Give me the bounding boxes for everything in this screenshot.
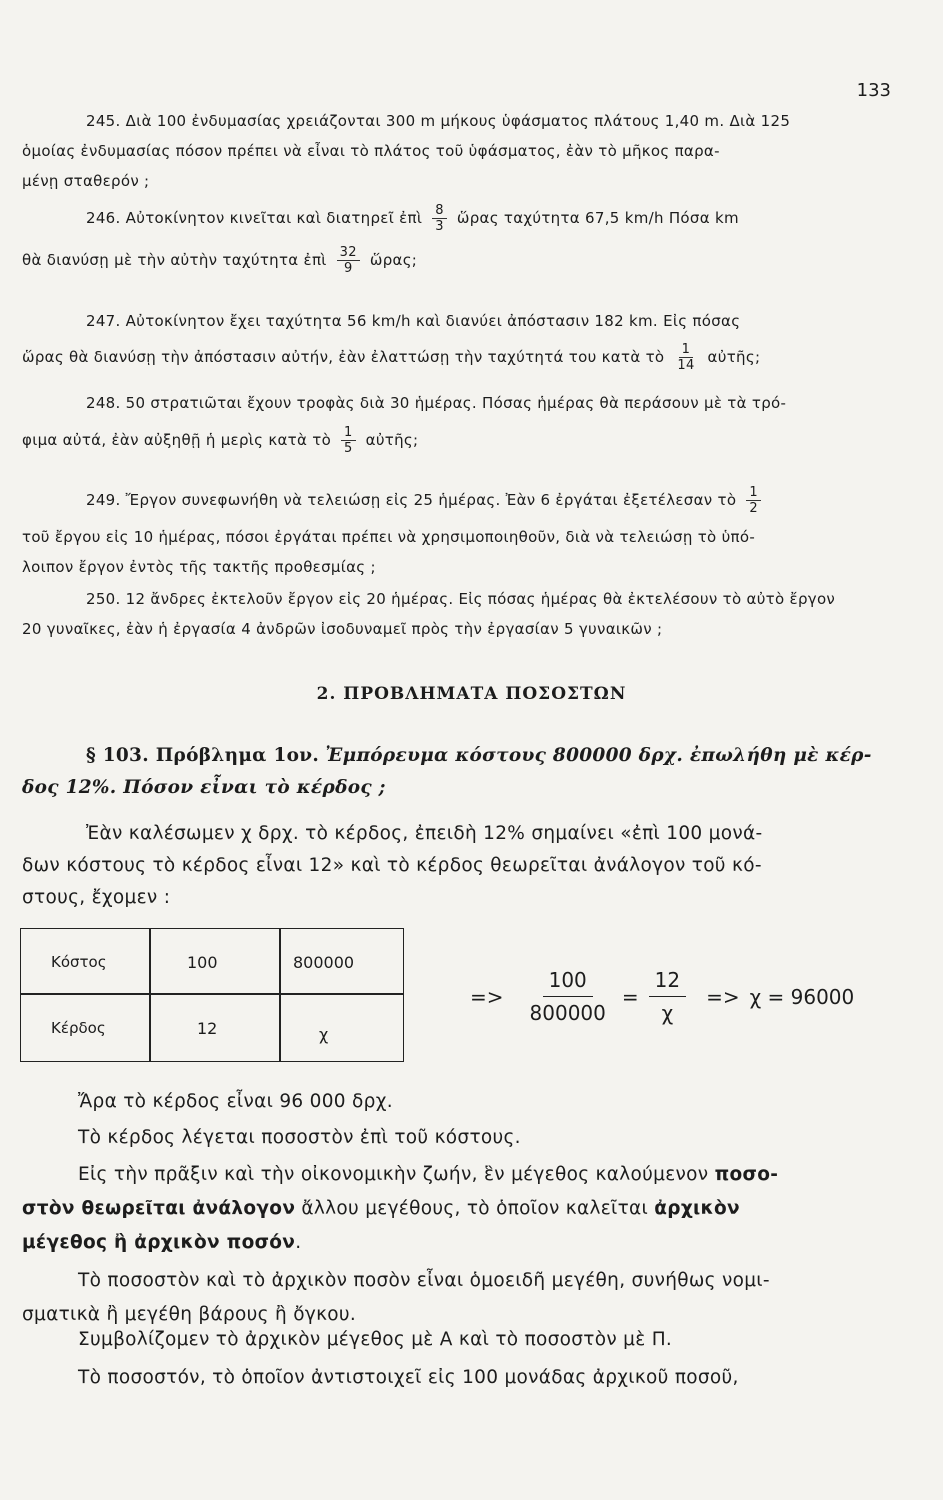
fraction-numerator: 8 xyxy=(432,203,447,219)
table-cell: χ xyxy=(319,1025,329,1044)
definition-line-3 xyxy=(22,1226,882,1260)
exercise-248-text-b: αὐτῆς; xyxy=(365,431,419,449)
exercise-245-line-3: μένῃ σταθερόν ; xyxy=(22,172,150,190)
symbols-text: Συμβολίζομεν τὸ ἀρχικὸν μέγεθος μὲ Α καὶ τὸ ποσοστὸν μὲ Π. xyxy=(78,1329,673,1350)
exercise-249 xyxy=(22,478,887,582)
page-number: 133 xyxy=(856,80,891,101)
problem-title xyxy=(22,740,882,804)
solution-intro-line-2: δων κόστους τὸ κέρδος εἶναι 12» καὶ τὸ κέρδος θεωρεῖται ἀνάλογον τοῦ κό- xyxy=(22,855,762,876)
exercise-247-text-b: αὐτῆς; xyxy=(707,348,761,366)
implies-arrow: => xyxy=(706,984,740,1009)
table-divider xyxy=(279,929,281,1061)
fraction-1-5 xyxy=(341,425,356,456)
fraction-100-800000 xyxy=(524,968,612,1025)
exercise-245-line-2: ὁμοίας ἐνδυμασίας πόσον πρέπει νὰ εἶναι τὸ πλάτος τοῦ ὑφάσματος, ἐὰν τὸ μῆκος παρα- xyxy=(22,142,720,160)
cost-percentage-line xyxy=(22,1122,882,1154)
table-cell: 800000 xyxy=(293,953,355,972)
table-divider xyxy=(149,929,151,1061)
homogeneous-paragraph xyxy=(22,1264,882,1332)
exercise-247 xyxy=(22,306,887,378)
section-heading: 2. ΠΡΟΒΛΗΜΑΤΑ ΠΟΣΟΣΤΩΝ xyxy=(316,684,627,704)
exercise-249-text-a: 249. Ἔργον συνεφωνήθη νὰ τελειώσῃ εἰς 25 ἡμέρας. Ἐὰν 6 ἐργάται ἐξετέλεσαν τὸ xyxy=(86,491,737,509)
implies-arrow: => xyxy=(470,984,504,1009)
exercise-247-text-a: ὥρας θὰ διανύσῃ τὴν ἀπόστασιν αὐτήν, ἐὰν ἐλαττώσῃ τὴν ταχύτητά του κατὰ τὸ xyxy=(22,348,665,366)
fraction-numerator: 1 xyxy=(341,425,356,441)
exercise-248-text-a: φιμα αὐτά, ἐὰν αὐξηθῇ ἡ μερὶς κατὰ τὸ xyxy=(22,431,332,449)
exercise-246-text-c: θὰ διανύσῃ μὲ τὴν αὐτὴν ταχύτητα ἐπὶ xyxy=(22,251,327,269)
exercise-247-line-1: 247. Αὐτοκίνητον ἔχει ταχύτητα 56 km/h καὶ διανύει ἀπόστασιν 182 km. Εἰς πόσας xyxy=(86,312,741,330)
table-cell: 12 xyxy=(197,1019,218,1038)
exercise-250 xyxy=(22,584,887,644)
term-initial: ἀρχικὸν xyxy=(654,1198,740,1219)
fraction-numerator: 12 xyxy=(649,968,686,997)
fraction-32-9 xyxy=(337,245,360,276)
proportion-equation xyxy=(470,968,854,1025)
fraction-denominator: 2 xyxy=(749,500,758,516)
symbols-line xyxy=(22,1324,882,1356)
exercise-249-line-1 xyxy=(22,478,887,522)
fraction-numerator: 100 xyxy=(543,968,593,997)
definition-line-1 xyxy=(22,1158,882,1192)
equals-sign: = xyxy=(621,984,639,1009)
exercise-248 xyxy=(22,388,887,462)
fraction-numerator: 1 xyxy=(746,485,761,501)
last-text: Τὸ ποσοστόν, τὸ ὁποῖον ἀντιστοιχεῖ εἰς 100 μονάδας ἀρχικοῦ ποσοῦ, xyxy=(78,1367,739,1388)
exercise-246-text-b: ὥρας ταχύτητα 67,5 km/h Πόσα km xyxy=(456,209,739,227)
exercise-249-line-2: τοῦ ἔργου εἰς 10 ἡμέρας, πόσοι ἐργάται πρέπει νὰ χρησιμοποιηθοῦν, διὰ νὰ τελειώσῃ τὸ ὑπό- xyxy=(22,528,756,546)
table-cell: 100 xyxy=(187,953,218,972)
term-percentage: ποσο- xyxy=(714,1164,779,1185)
exercise-250-line-1: 250. 12 ἄνδρες ἐκτελοῦν ἔργον εἰς 20 ἡμέρας. Εἰς πόσας ἡμέρας θὰ ἐκτελέσουν τὸ αὐτὸ ἔργον xyxy=(86,590,836,608)
problem-title-line-2 xyxy=(22,772,882,804)
term-initial-quantity: μέγεθος ἢ ἀρχικὸν ποσόν xyxy=(22,1232,296,1253)
exercise-247-line-2 xyxy=(22,336,887,378)
exercise-246-text-a: 246. Αὐτοκίνητον κινεῖται καὶ διατηρεῖ ἐπὶ xyxy=(86,209,423,227)
exercise-245 xyxy=(22,106,887,196)
exercise-250-line-2: 20 γυναῖκες, ἐὰν ἡ ἐργασία 4 ἀνδρῶν ἰσοδυναμεῖ πρὸς τὴν ἐργασίαν 5 γυναικῶν ; xyxy=(22,620,663,638)
exercise-245-line-1: 245. Διὰ 100 ἐνδυμασίας χρειάζονται 300 m μήκους ὑφάσματος πλάτους 1,40 m. Διὰ 125 xyxy=(86,112,791,130)
fraction-numerator: 1 xyxy=(679,342,694,358)
fraction-1-14 xyxy=(674,342,697,373)
exercise-246-line-2 xyxy=(22,238,887,282)
exercise-246-text-d: ὥρας; xyxy=(369,251,418,269)
fraction-denominator: 9 xyxy=(343,260,353,276)
term-proportional: στὸν θεωρεῖται ἀνάλογον xyxy=(22,1198,296,1219)
exercise-248-line-1: 248. 50 στρατιῶται ἔχουν τροφὰς διὰ 30 ἡμέρας. Πόσας ἡμέρας θὰ περάσουν μὲ τὰ τρό- xyxy=(86,394,787,412)
exercise-248-line-2 xyxy=(22,418,887,462)
fraction-denominator: χ xyxy=(661,1001,674,1025)
exercise-249-line-3: λοιπον ἔργον ἐντὸς τῆς τακτῆς προθεσμίας ; xyxy=(22,558,376,576)
fraction-numerator: 32 xyxy=(337,245,360,261)
problem-statement-2: δος 12%. Πόσον εἶναι τὸ κέρδος ; xyxy=(22,777,386,798)
definition-line-2 xyxy=(22,1192,882,1226)
problem-statement-1: Ἐμπόρευμα κόστους 800000 δρχ. ἐπωλήθη μὲ κέρ- xyxy=(325,745,872,766)
homogeneous-line-1: Τὸ ποσοστὸν καὶ τὸ ἀρχικὸν ποσὸν εἶναι ὁμοειδῆ μεγέθη, συνήθως νομι- xyxy=(78,1270,770,1291)
solution-intro xyxy=(22,818,882,914)
table-label-profit: Κέρδος xyxy=(51,1019,106,1037)
fraction-12-x xyxy=(649,968,686,1025)
fraction-1-2 xyxy=(746,485,761,516)
fraction-denominator: 800000 xyxy=(529,1001,606,1025)
definition-text: . xyxy=(295,1232,302,1253)
cost-percentage-text: Τὸ κέρδος λέγεται ποσοστὸν ἐπὶ τοῦ κόστους. xyxy=(78,1127,521,1148)
table-label-cost: Κόστος xyxy=(51,953,107,971)
solution-intro-line-1: Ἐὰν καλέσωμεν χ δρχ. τὸ κέρδος, ἐπειδὴ 12% σημαίνει «ἐπὶ 100 μονά- xyxy=(86,823,763,844)
fraction-denominator: 14 xyxy=(677,357,695,373)
fraction-8-3 xyxy=(432,203,447,234)
proportion-table xyxy=(20,928,404,1062)
table-divider xyxy=(21,993,403,995)
last-line xyxy=(22,1362,882,1394)
exercise-246 xyxy=(22,198,887,282)
fraction-denominator: 3 xyxy=(435,218,444,234)
definition-text: Εἰς τὴν πρᾶξιν καὶ τὴν οἰκονομικὴν ζωήν, ἓν μέγεθος καλούμενον xyxy=(78,1164,715,1185)
result-text: Ἄρα τὸ κέρδος εἶναι 96 000 δρχ. xyxy=(78,1091,393,1112)
problem-number: § 103. Πρόβλημα 1ον. xyxy=(86,745,320,766)
definition-text: ἄλλου μεγέθους, τὸ ὁποῖον καλεῖται xyxy=(295,1198,655,1219)
definition-paragraph xyxy=(22,1158,882,1260)
exercise-246-line-1 xyxy=(22,198,887,238)
equation-result: χ = 96000 xyxy=(749,984,855,1009)
problem-title-line-1 xyxy=(22,740,882,772)
solution-intro-line-3: στους, ἔχομεν : xyxy=(22,887,171,908)
fraction-denominator: 5 xyxy=(344,440,353,456)
result-line xyxy=(22,1086,882,1118)
homogeneous-line-2: σματικὰ ἢ μεγέθη βάρους ἢ ὄγκου. xyxy=(22,1304,357,1325)
